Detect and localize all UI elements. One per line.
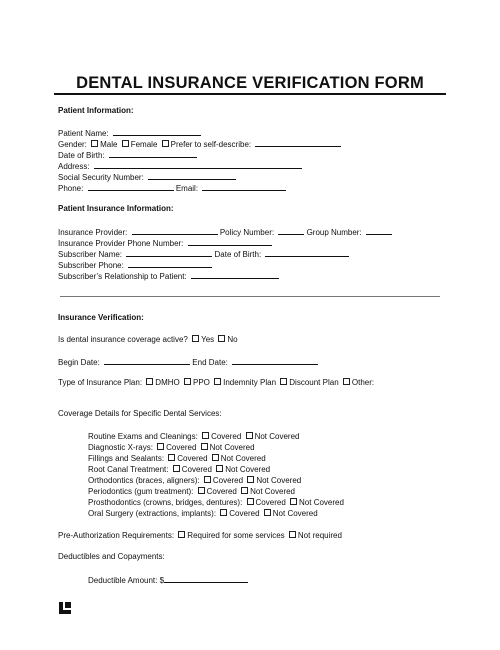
provider-label: Insurance Provider: xyxy=(58,228,128,237)
not-covered-checkbox[interactable] xyxy=(247,476,254,483)
service-row xyxy=(88,509,318,519)
active-row xyxy=(58,335,238,345)
service-row xyxy=(88,465,270,475)
not-covered-checkbox[interactable] xyxy=(216,465,223,472)
male-label: Male xyxy=(100,140,118,149)
service-row xyxy=(88,432,299,442)
self-describe-label: Prefer to self-describe: xyxy=(170,140,252,149)
covered-checkbox[interactable] xyxy=(204,476,211,483)
subscriber-dob-label: Date of Birth: xyxy=(214,250,262,259)
plan-indemnity-checkbox[interactable] xyxy=(214,378,221,385)
phone-email-row xyxy=(58,182,286,194)
service-row xyxy=(88,487,295,497)
covered-checkbox[interactable] xyxy=(168,454,175,461)
not-covered-label: Not Covered xyxy=(250,487,296,496)
service-row xyxy=(88,443,255,453)
preauth-label: Pre-Authorization Requirements: xyxy=(58,531,175,540)
covered-label: Covered xyxy=(211,432,242,441)
plan-type-row xyxy=(58,378,374,388)
subscriber-phone-field[interactable] xyxy=(128,259,212,268)
insurance-info-heading: Patient Insurance Information: xyxy=(58,204,174,213)
brand-logo-icon xyxy=(58,601,72,615)
service-label: Root Canal Treatment: xyxy=(88,465,169,474)
service-label: Routine Exams and Cleanings: xyxy=(88,432,198,441)
provider-phone-field[interactable] xyxy=(188,237,272,246)
not-covered-label: Not Covered xyxy=(225,465,271,474)
service-label: Fillings and Sealants: xyxy=(88,454,165,463)
subscriber-dob-field[interactable] xyxy=(265,248,349,257)
covered-label: Covered xyxy=(212,476,244,485)
relationship-label: Subscriber’s Relationship to Patient: xyxy=(58,272,187,281)
gender-label: Gender: xyxy=(58,140,87,149)
dob-field[interactable] xyxy=(109,149,197,158)
end-date-field[interactable] xyxy=(232,356,318,365)
not-covered-label: Not Covered xyxy=(254,432,300,441)
covered-label: Covered xyxy=(255,498,286,507)
phone-field[interactable] xyxy=(88,182,174,191)
plan-ppo-label: PPO xyxy=(192,378,210,387)
form-title: DENTAL INSURANCE VERIFICATION FORM xyxy=(76,74,424,92)
plan-dmho-label: DMHO xyxy=(155,378,180,387)
provider-field[interactable] xyxy=(132,226,218,235)
address-label: Address: xyxy=(58,162,90,171)
not-covered-checkbox[interactable] xyxy=(201,443,208,450)
section-divider xyxy=(60,296,440,297)
active-no-checkbox[interactable] xyxy=(218,335,225,342)
not-covered-label: Not Covered xyxy=(256,476,302,485)
female-checkbox[interactable] xyxy=(122,140,129,147)
relationship-row xyxy=(58,270,279,282)
covered-label: Covered xyxy=(206,487,237,496)
active-no-label: No xyxy=(227,335,238,344)
deductible-label: Deductible Amount: $ xyxy=(88,576,165,585)
subscriber-name-label: Subscriber Name: xyxy=(58,250,123,259)
service-row xyxy=(88,454,266,464)
self-describe-field[interactable] xyxy=(255,138,341,147)
policy-field[interactable] xyxy=(278,226,304,235)
covered-checkbox[interactable] xyxy=(247,498,254,505)
covered-label: Covered xyxy=(177,454,208,463)
patient-info-heading: Patient Information: xyxy=(58,106,134,115)
verification-heading: Insurance Verification: xyxy=(58,313,144,322)
policy-label: Policy Number: xyxy=(219,228,275,237)
active-question: Is dental insurance coverage active? xyxy=(58,335,188,344)
plan-type-label: Type of Insurance Plan: xyxy=(58,378,143,387)
relationship-field[interactable] xyxy=(191,270,279,279)
address-field[interactable] xyxy=(94,160,302,169)
subscriber-name-field[interactable] xyxy=(126,248,212,257)
not-covered-checkbox[interactable] xyxy=(290,498,297,505)
covered-checkbox[interactable] xyxy=(198,487,205,494)
preauth-not-required-checkbox[interactable] xyxy=(289,531,296,538)
not-covered-checkbox[interactable] xyxy=(264,509,271,516)
patient-name-field[interactable] xyxy=(113,127,201,136)
service-label: Orthodontics (braces, aligners): xyxy=(88,476,200,485)
deductible-row xyxy=(88,574,248,586)
service-label: Prosthodontics (crowns, bridges, dentures): xyxy=(88,498,243,507)
provider-phone-label: Insurance Provider Phone Number: xyxy=(58,239,184,248)
active-yes-label: Yes xyxy=(201,335,215,344)
service-label: Diagnostic X-rays: xyxy=(88,443,153,452)
not-covered-label: Not Covered xyxy=(209,443,255,452)
group-field[interactable] xyxy=(366,226,392,235)
preauth-required-label: Required for some services xyxy=(187,531,285,540)
plan-indemnity-label: Indemnity Plan xyxy=(223,378,277,387)
email-field[interactable] xyxy=(202,182,286,191)
dob-label: Date of Birth: xyxy=(58,151,105,160)
preauth-not-required-label: Not required xyxy=(297,531,342,540)
not-covered-checkbox[interactable] xyxy=(212,454,219,461)
plan-discount-label: Discount Plan xyxy=(289,378,339,387)
phone-label: Phone: xyxy=(58,184,84,193)
service-label: Periodontics (gum treatment): xyxy=(88,487,194,496)
self-describe-checkbox[interactable] xyxy=(162,140,169,147)
end-date-label: End Date: xyxy=(192,358,228,367)
female-label: Female xyxy=(130,140,158,149)
begin-date-label: Begin Date: xyxy=(58,358,100,367)
active-yes-checkbox[interactable] xyxy=(192,335,199,342)
not-covered-label: Not Covered xyxy=(272,509,318,518)
covered-checkbox[interactable] xyxy=(202,432,209,439)
preauth-row xyxy=(58,531,342,541)
covered-checkbox[interactable] xyxy=(173,465,180,472)
begin-date-field[interactable] xyxy=(104,356,190,365)
covered-label: Covered xyxy=(181,465,212,474)
male-checkbox[interactable] xyxy=(91,140,98,147)
not-covered-checkbox[interactable] xyxy=(246,432,253,439)
title-underline xyxy=(54,93,446,95)
covered-checkbox[interactable] xyxy=(157,443,164,450)
service-label: Oral Surgery (extractions, implants): xyxy=(88,509,217,518)
ssn-label: Social Security Number: xyxy=(58,173,144,182)
deductible-field[interactable] xyxy=(164,574,248,583)
preauth-required-checkbox[interactable] xyxy=(178,531,185,538)
patient-name-label: Patient Name: xyxy=(58,129,109,138)
group-label: Group Number: xyxy=(306,228,362,237)
email-label: Email: xyxy=(175,184,199,193)
service-row xyxy=(88,498,344,508)
plan-other-checkbox[interactable] xyxy=(343,378,350,385)
deductibles-heading: Deductibles and Copayments: xyxy=(58,552,165,561)
covered-checkbox[interactable] xyxy=(220,509,227,516)
ssn-field[interactable] xyxy=(148,171,236,180)
plan-dmho-checkbox[interactable] xyxy=(146,378,153,385)
covered-label: Covered xyxy=(229,509,260,518)
dates-row xyxy=(58,356,318,368)
not-covered-checkbox[interactable] xyxy=(241,487,248,494)
covered-label: Covered xyxy=(166,443,197,452)
not-covered-label: Not Covered xyxy=(299,498,344,507)
plan-discount-checkbox[interactable] xyxy=(280,378,287,385)
coverage-heading: Coverage Details for Specific Dental Services: xyxy=(58,409,222,418)
plan-other-label: Other: xyxy=(351,378,375,387)
not-covered-label: Not Covered xyxy=(220,454,266,463)
service-row xyxy=(88,476,301,486)
plan-ppo-checkbox[interactable] xyxy=(184,378,191,385)
subscriber-phone-label: Subscriber Phone: xyxy=(58,261,124,270)
